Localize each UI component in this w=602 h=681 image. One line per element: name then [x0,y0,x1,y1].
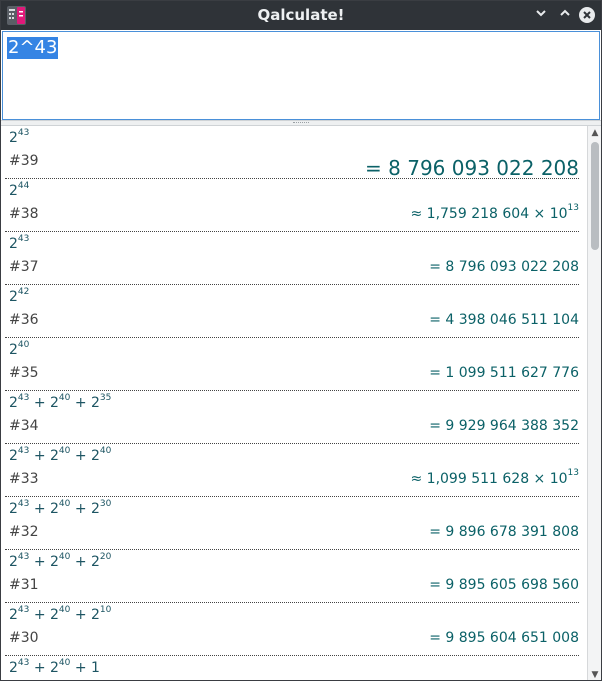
history-entry[interactable] [1,603,587,656]
history-expression [9,236,29,252]
expression-base: 2 [9,395,18,411]
history-expression [9,183,29,199]
scroll-down-arrow-icon[interactable]: ▼ [591,670,599,680]
expression-base: 2 [9,607,18,623]
result-sign: = [429,365,446,381]
history-index: #31 [9,577,39,593]
history-result[interactable] [429,524,579,540]
history-expression [9,448,111,464]
scroll-up-arrow-icon[interactable]: ▲ [591,128,599,138]
expression-exponent: 43 [17,605,30,615]
expression-exponent: 40 [58,446,71,456]
scrollbar-thumb[interactable] [591,142,599,250]
expression-base: 2 [9,130,18,146]
expression-exponent: 44 [17,181,30,191]
expression-exponent: 40 [17,340,30,350]
expression-exponent: 40 [58,605,71,615]
expression-exponent: 40 [99,446,112,456]
result-value: 4 398 046 511 104 [445,312,579,328]
history-entry[interactable] [1,550,587,603]
history-entry[interactable] [1,338,587,391]
history-entry[interactable] [1,656,587,681]
history-result[interactable] [429,259,579,275]
history-result[interactable] [365,156,579,180]
expression-exponent: 43 [17,393,30,403]
history-expression [9,607,111,623]
history-entry[interactable] [1,126,587,179]
history-index: #34 [9,418,39,434]
expression-base: 2 [9,501,18,517]
history-index: #32 [9,524,39,540]
result-sign: = [365,156,389,180]
history-entry[interactable] [1,232,587,285]
expression-exponent: 10 [99,605,112,615]
history-expression [9,342,29,358]
expression-term: + 2 [70,395,100,411]
result-sign: = [429,312,446,328]
result-value: 8 796 093 022 208 [388,156,579,180]
expression-base: 2 [9,448,18,464]
expression-base: 2 [9,342,18,358]
result-value: 9 929 964 388 352 [445,418,579,434]
close-button[interactable] [579,7,595,23]
history-index: #37 [9,259,39,275]
expression-exponent: 43 [17,446,30,456]
result-sign: = [429,630,446,646]
history-result[interactable] [429,365,579,381]
expression-exponent: 43 [17,234,30,244]
expression-term: + 2 [70,448,100,464]
history-expression [9,501,111,517]
expression-exponent: 35 [99,393,112,403]
history-entry[interactable] [1,497,587,550]
chevron-up-icon [559,7,571,19]
history-result[interactable] [429,577,579,593]
expression-base: 2 [9,183,18,199]
expression-exponent: 43 [17,552,30,562]
expression-term: + 1 [70,660,100,676]
history-index: #33 [9,471,39,487]
history-expression [9,660,100,676]
window-title: Qalculate! [257,6,345,24]
expression-input[interactable] [2,31,600,120]
result-value: 8 796 093 022 208 [445,259,579,275]
history-index: #35 [9,365,39,381]
expression-text: 2^43 [8,37,58,58]
result-value: 1,099 511 628 × 10 [426,471,568,487]
maximize-button[interactable] [557,7,573,23]
expression-term: + 2 [70,607,100,623]
history-index: #38 [9,206,39,222]
history-result[interactable] [410,468,579,487]
history-list[interactable] [1,126,587,681]
result-sign: = [429,524,446,540]
expression-exponent: 20 [99,552,112,562]
result-value: 9 896 678 391 808 [445,524,579,540]
expression-term: + 2 [29,501,59,517]
history-result[interactable] [410,203,579,222]
history-expression [9,289,29,305]
chevron-down-icon [535,7,547,19]
expression-exponent: 43 [17,658,30,668]
history-index: #39 [9,153,39,169]
expression-exponent: 40 [58,552,71,562]
history-entry[interactable] [1,391,587,444]
result-exponent: 13 [567,468,579,478]
result-sign: ≈ [410,206,427,222]
splitter-grip [293,122,309,125]
expression-base: 2 [9,660,18,676]
expression-term: + 2 [29,554,59,570]
expression-term: + 2 [29,448,59,464]
result-value: 1 099 511 627 776 [445,365,579,381]
history-expression [9,395,111,411]
result-sign: = [429,577,446,593]
expression-term: + 2 [70,501,100,517]
history-result[interactable] [429,312,579,328]
history-expression [9,554,111,570]
result-value: 9 895 605 698 560 [445,577,579,593]
minimize-button[interactable] [533,7,549,23]
expression-exponent: 40 [58,658,71,668]
expression-term: + 2 [70,554,100,570]
expression-term: + 2 [29,607,59,623]
history-expression [9,130,29,146]
title-bar[interactable] [1,1,601,30]
expression-exponent: 43 [17,128,30,138]
result-value: 9 895 604 651 008 [445,630,579,646]
expression-base: 2 [9,554,18,570]
history-entry[interactable] [1,285,587,338]
result-exponent: 13 [567,203,579,213]
history-entry[interactable] [1,179,587,232]
result-value: 1,759 218 604 × 10 [426,206,568,222]
expression-term: + 2 [29,660,59,676]
history-result[interactable] [429,418,579,434]
close-icon [579,7,595,23]
expression-exponent: 30 [99,499,112,509]
history-index: #30 [9,630,39,646]
expression-exponent: 43 [17,499,30,509]
expression-exponent: 40 [58,393,71,403]
result-sign: = [429,259,446,275]
expression-base: 2 [9,236,18,252]
history-entry[interactable] [1,444,587,497]
expression-base: 2 [9,289,18,305]
expression-exponent: 40 [58,499,71,509]
history-scrollbar[interactable] [587,126,601,681]
expression-exponent: 42 [17,287,30,297]
result-sign: ≈ [410,471,427,487]
result-sign: = [429,418,446,434]
expression-term: + 2 [29,395,59,411]
history-index: #36 [9,312,39,328]
history-result[interactable] [429,630,579,646]
